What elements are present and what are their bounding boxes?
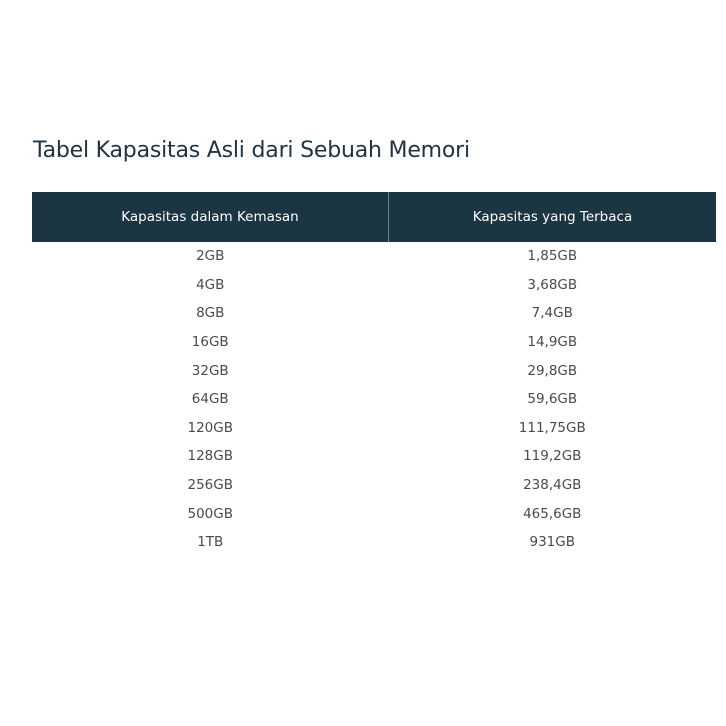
table-row [32, 471, 716, 500]
page-title: Tabel Kapasitas Asli dari Sebuah Memori [33, 138, 470, 163]
packaged-capacity-cell: 1TB [197, 534, 224, 551]
packaged-capacity-cell: 128GB [187, 448, 233, 465]
read-capacity-cell: 59,6GB [527, 391, 578, 408]
packaged-capacity-cell: 16GB [191, 334, 229, 351]
table-row [32, 242, 716, 271]
read-capacity-cell: 111,75GB [518, 419, 586, 436]
read-capacity-cell: 7,4GB [531, 305, 573, 322]
read-capacity-cell: 3,68GB [527, 276, 578, 293]
read-capacity-cell: 1,85GB [527, 248, 578, 265]
read-capacity-cell: 14,9GB [527, 334, 578, 351]
table-row [32, 356, 716, 385]
packaged-capacity-cell: 500GB [187, 505, 233, 522]
table-row [32, 328, 716, 357]
table-row [32, 442, 716, 471]
packaged-capacity-cell: 120GB [187, 419, 233, 436]
header-read-capacity: Kapasitas yang Terbaca [389, 192, 717, 242]
capacity-table [32, 192, 716, 557]
read-capacity-cell: 931GB [529, 534, 575, 551]
packaged-capacity-cell: 64GB [191, 391, 229, 408]
read-capacity-cell: 238,4GB [523, 477, 582, 494]
packaged-capacity-cell: 8GB [196, 305, 225, 322]
table-row [32, 499, 716, 528]
header-row [32, 192, 716, 242]
packaged-capacity-cell: 4GB [196, 276, 225, 293]
packaged-capacity-cell: 2GB [196, 248, 225, 265]
table-row [32, 414, 716, 443]
packaged-capacity-cell: 256GB [187, 477, 233, 494]
table-header [32, 192, 716, 242]
table-body [32, 242, 716, 557]
table-row [32, 299, 716, 328]
packaged-capacity-cell: 32GB [191, 362, 229, 379]
table-row [32, 271, 716, 300]
read-capacity-cell: 465,6GB [523, 505, 582, 522]
header-packaged-capacity: Kapasitas dalam Kemasan [32, 192, 389, 242]
read-capacity-cell: 29,8GB [527, 362, 578, 379]
table-row [32, 385, 716, 414]
read-capacity-cell: 119,2GB [523, 448, 582, 465]
table-row [32, 528, 716, 557]
